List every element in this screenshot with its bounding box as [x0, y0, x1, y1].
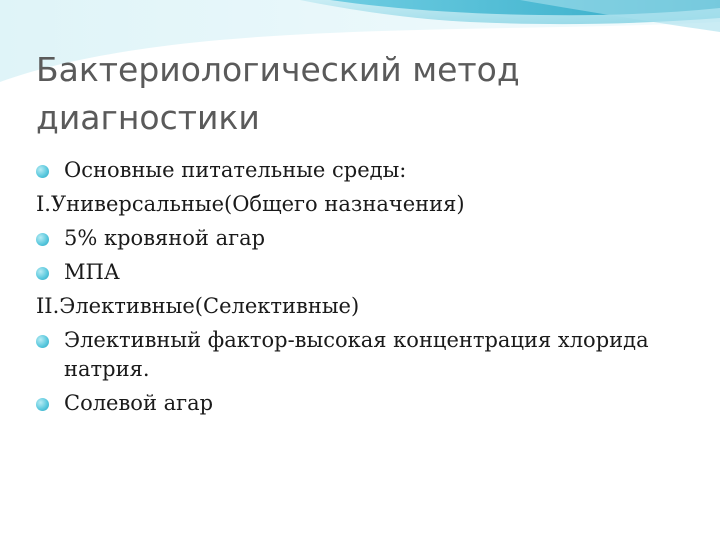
list-item-text: МПА — [64, 260, 120, 284]
list-item-text: 5% кровяной агар — [64, 226, 266, 250]
bullet-icon — [36, 267, 49, 280]
list-item-media-heading — [36, 156, 696, 185]
list-item-salt-agar — [36, 389, 696, 418]
list-item-elective-factor — [36, 326, 696, 384]
list-item-mpa — [36, 258, 696, 287]
list-item-text: Солевой агар — [64, 391, 214, 415]
list-item-text: II.Элективные(Селективные) — [36, 294, 360, 318]
list-item-universal-heading — [36, 190, 696, 219]
list-item-text: I.Универсальные(Общего назначения) — [36, 192, 465, 216]
content-list — [36, 156, 696, 423]
slide-title: Бактериологический метод диагностики — [36, 50, 520, 137]
list-item-text: Элективный фактор-высокая концентрация хлорида натрия. — [64, 328, 649, 381]
bullet-icon — [36, 233, 49, 246]
list-item-elective-heading — [36, 292, 696, 321]
bullet-icon — [36, 335, 49, 348]
bullet-icon — [36, 165, 49, 178]
list-item-text: Основные питательные среды: — [64, 158, 407, 182]
bullet-icon — [36, 398, 49, 411]
list-item-blood-agar — [36, 224, 696, 253]
